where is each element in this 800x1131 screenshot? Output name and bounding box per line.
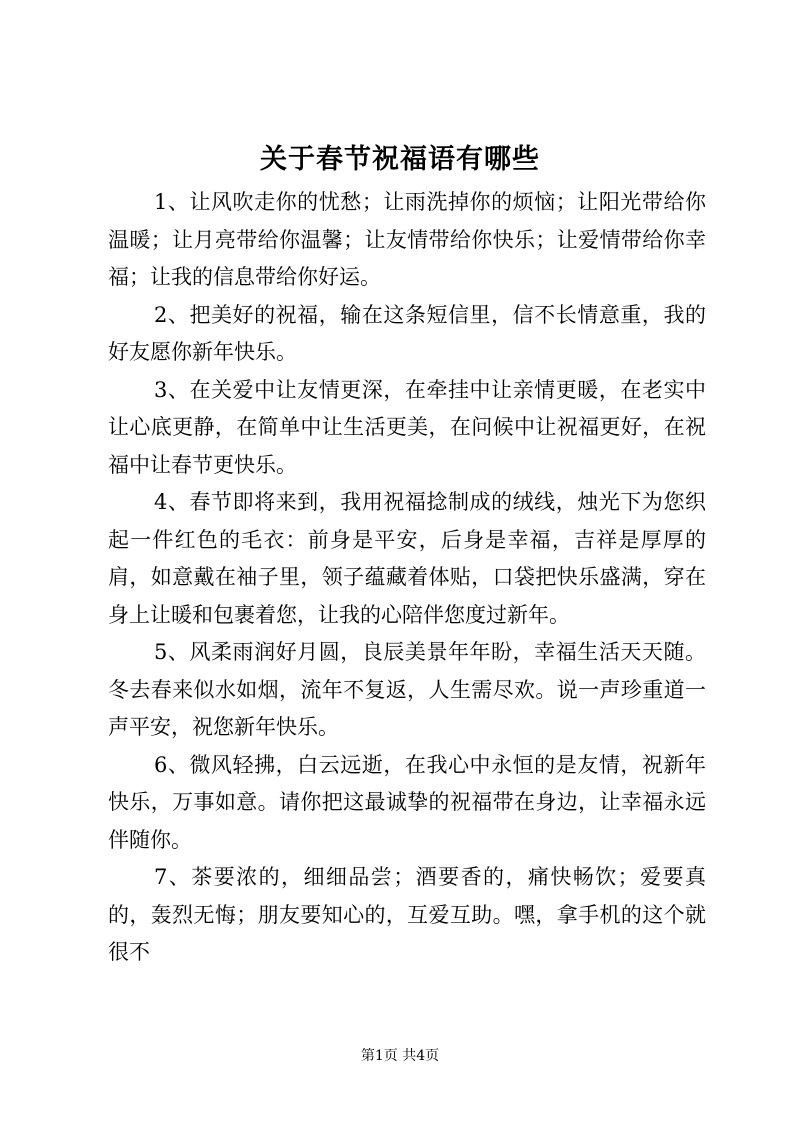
document-body [108, 184, 706, 972]
paragraph-4: 4、春节即将来到，我用祝福捻制成的绒线，烛光下为您织起一件红色的毛衣：前身是平安，后身是幸福，吉祥是厚厚的肩，如意戴在袖子里，领子蕴藏着体贴，口袋把快乐盛满，穿在身上让暖和包裹着您，让我的心陪伴您度过新年。 [108, 490, 706, 627]
paragraph-7: 7、茶要浓的，细细品尝；酒要香的，痛快畅饮；爱要真的，轰烈无悔；朋友要知心的，互爱互助。嘿，拿手机的这个就很不 [108, 865, 706, 964]
paragraph-2: 2、把美好的祝福，输在这条短信里，信不长情意重，我的好友愿你新年快乐。 [108, 302, 706, 364]
paragraph-6: 6、微风轻拂，白云远逝，在我心中永恒的是友情，祝新年快乐，万事如意。请你把这最诚挚的祝福带在身边，让幸福永远伴随你。 [108, 752, 706, 852]
paragraph-1: 1、让风吹走你的忧愁；让雨洗掉你的烦恼；让阳光带给你温暖；让月亮带给你温馨；让友情带给你快乐；让爱情带给你幸福；让我的信息带给你好运。 [108, 190, 706, 289]
document-title: 关于春节祝福语有哪些 [260, 144, 540, 175]
page-footer: 第1页 共4页 [360, 1048, 440, 1064]
paragraph-3: 3、在关爱中让友情更深，在牵挂中让亲情更暖，在老实中让心底更静，在简单中让生活更美，在问候中让祝福更好，在祝福中让春节更快乐。 [108, 377, 706, 477]
paragraph-5: 5、风柔雨润好月圆，良辰美景年年盼，幸福生活天天随。冬去春来似水如烟，流年不复返，人生需尽欢。说一声珍重道一声平安，祝您新年快乐。 [108, 640, 706, 739]
